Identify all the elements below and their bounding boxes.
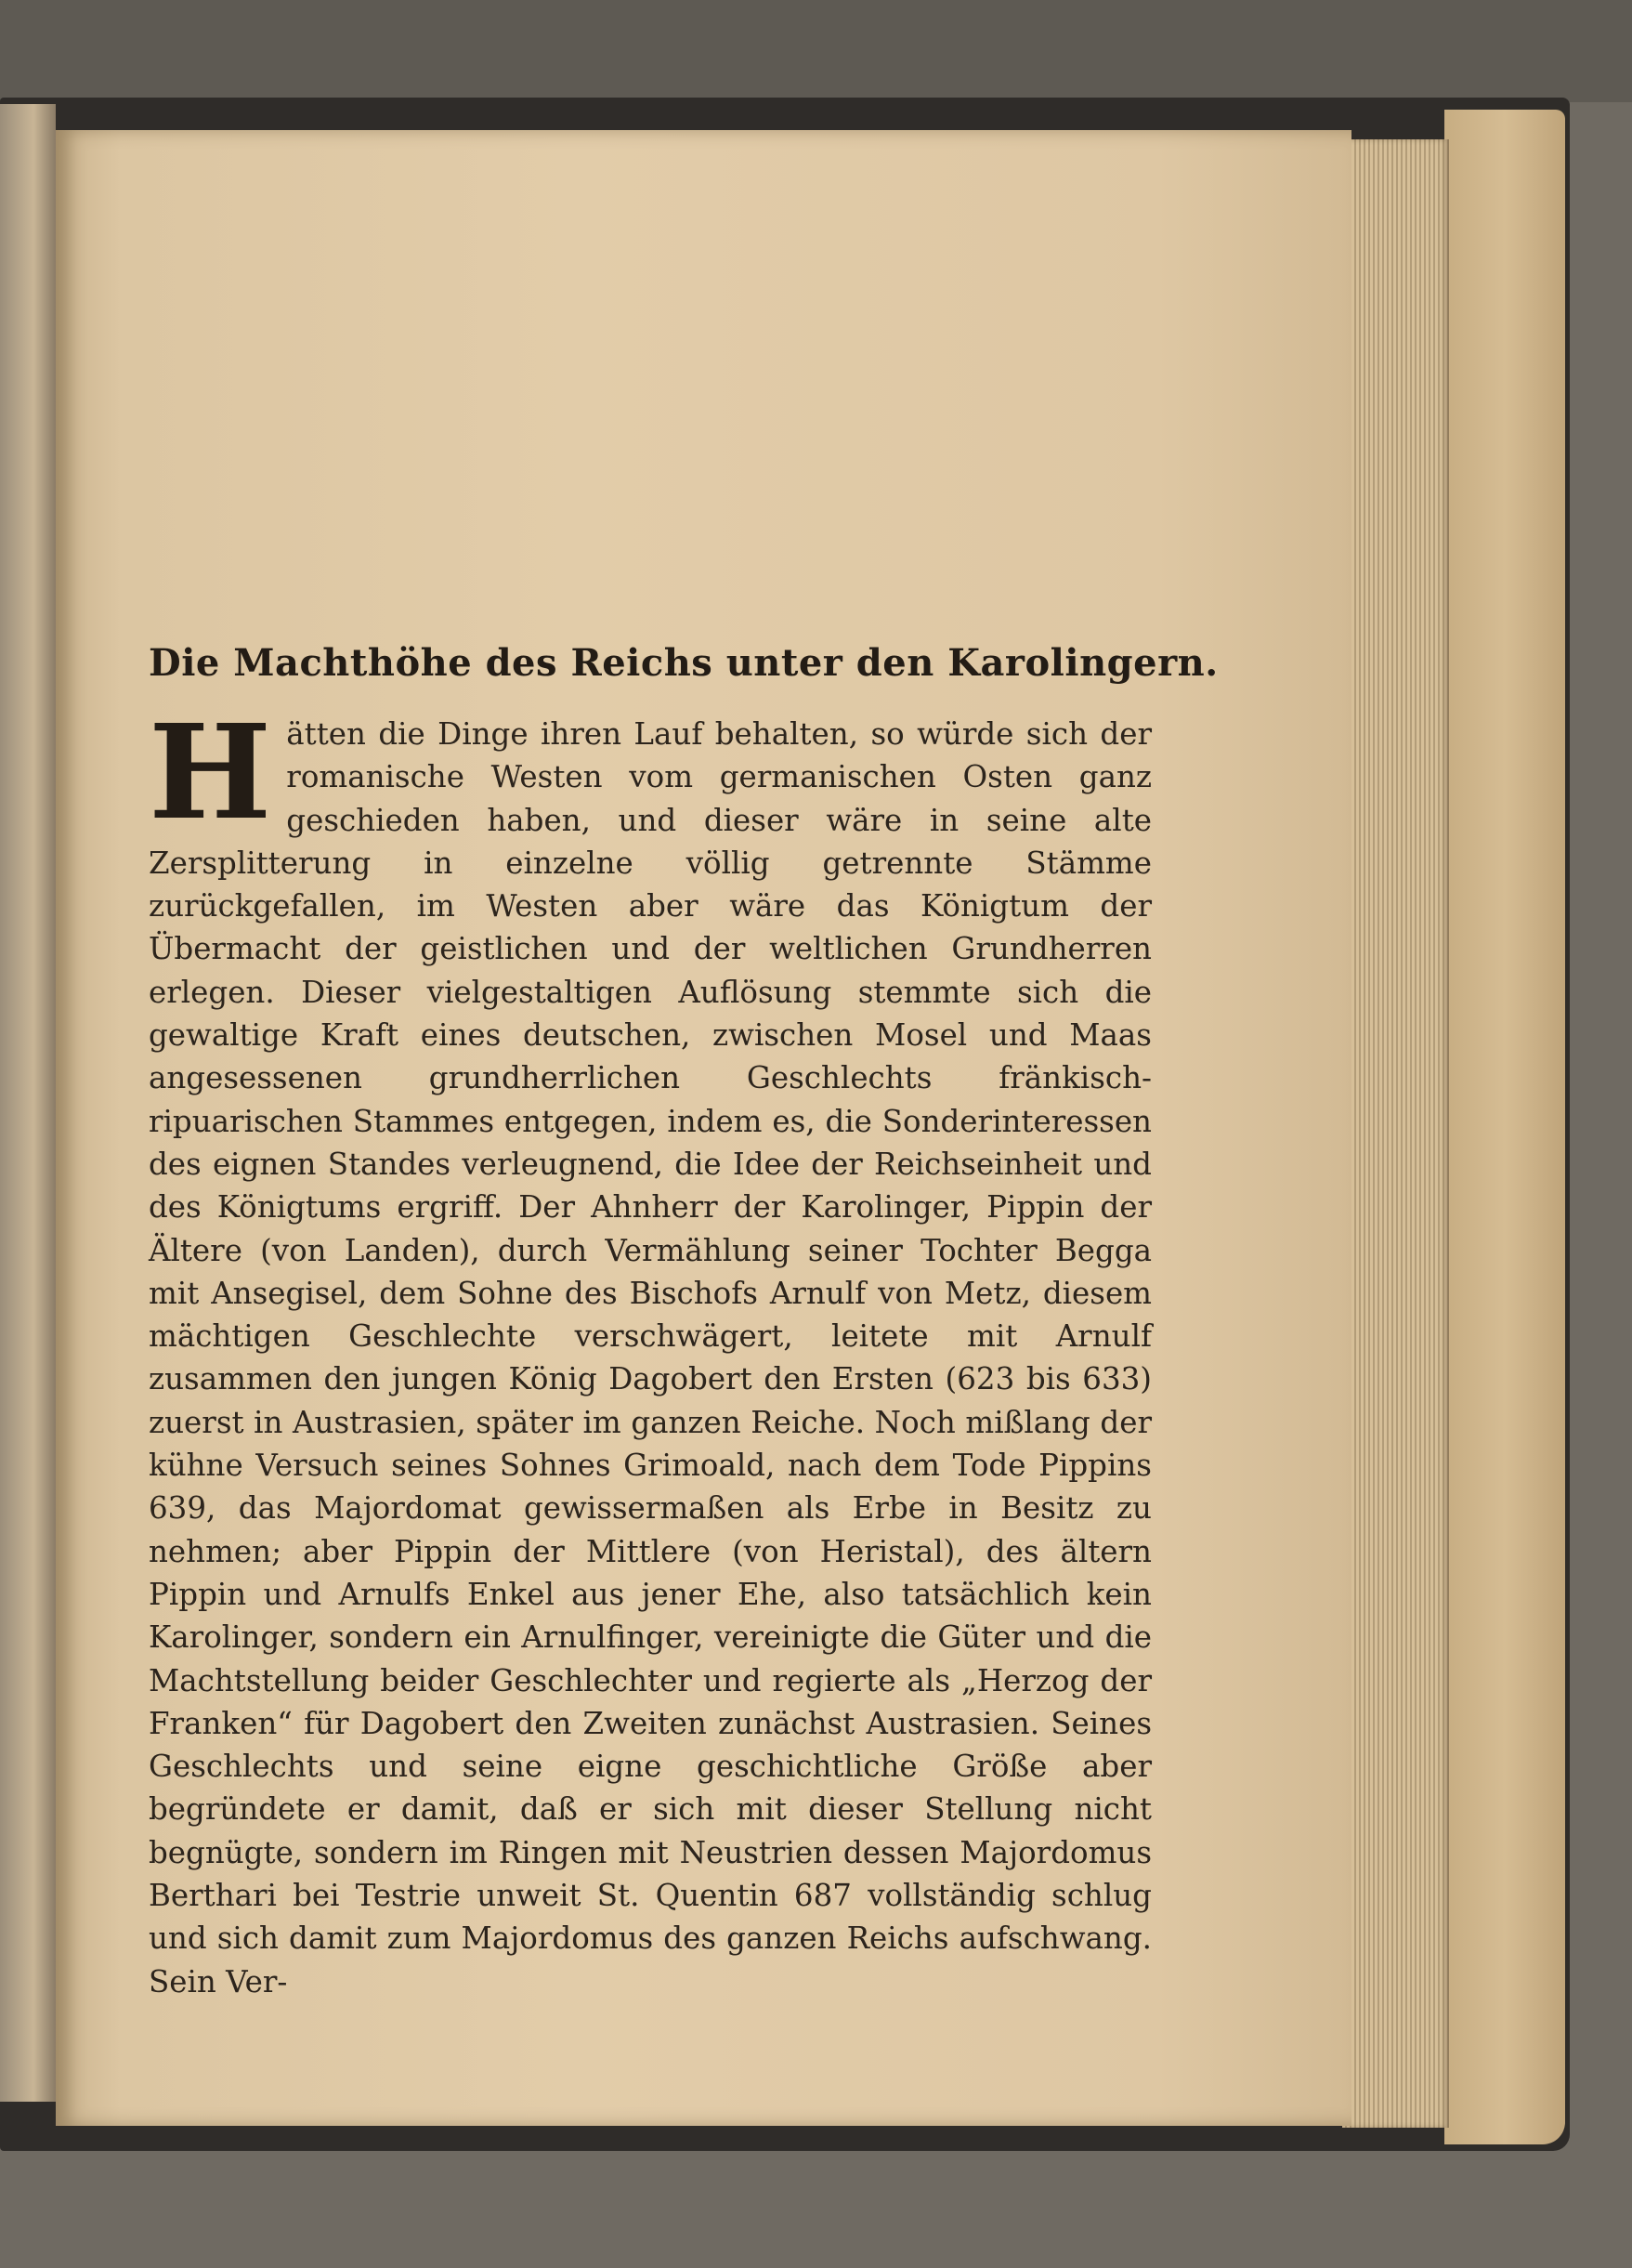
chapter-heading: Die Machthöhe des Reichs unter den Karolingern. xyxy=(149,641,1219,685)
paragraph-text: ätten die Dinge ihren Lauf behalten, so würde sich der romanische Westen vom germanischen Osten ganz geschieden haben, und dieser wäre in seine alte Zersplitterung in einzelne völlig getrennte Stämme zurückgefallen, im Westen aber wäre das Königtum der Übermacht der geistlichen und der weltlichen Grundherren erlegen. Dieser vielgestaltigen Auflösung stemmte sich die gewaltige Kraft eines deutschen, zwischen Mosel und Maas angesessenen grundherrlichen Geschlechts fränkisch-ripuarischen Stammes entgegen, indem es, die Sonderinteressen des eignen Standes verleugnend, die Idee der Reichseinheit und des Königtums ergriff. Der Ahnherr der Karolinger, Pippin der Ältere (von Landen), durch Vermählung seiner Tochter Begga mit Ansegisel, dem Sohne des Bischofs Arnulf von Metz, diesem mächtigen Geschlechte verschwägert, leitete mit Arnulf zusammen den jungen König Dagobert den Ersten (623 bis 633) zuerst in Austrasien, später im ganzen Reiche. Noch mißlang der kühne Versuch seines Sohnes Grimoald, nach dem Tode Pippins 639, das Majordomat gewissermaßen als Erbe in Besitz zu nehmen; aber Pippin der Mittlere (von Heristal), des ältern Pippin und Arnulfs Enkel aus jener Ehe, also tatsächlich kein Karolinger, sondern ein Arnulfinger, vereinigte die Güter und die Machtstellung beider Geschlechter und regierte als „Herzog der Franken“ für Dagobert den Zweiten zunächst Austrasien. Seines Geschlechts und seine eigne geschichtliche Größe aber begründete er damit, daß er sich mit dieser Stellung nicht begnügte, sondern im Ringen mit Neustrien dessen Majordomus Berthari bei Testrie unweit St. Quentin 687 vollständig schlug und sich damit zum Majordomus des ganzen Reichs aufschwang. Sein Ver- xyxy=(149,716,1152,1999)
page-content xyxy=(149,641,1219,2003)
cover-board-edge xyxy=(1444,110,1565,2144)
scan-background xyxy=(0,0,1632,102)
drop-cap: H xyxy=(149,697,272,849)
page-stack-edges xyxy=(1342,139,1449,2128)
left-page-edge xyxy=(0,104,56,2102)
body-paragraph xyxy=(149,697,1152,2003)
